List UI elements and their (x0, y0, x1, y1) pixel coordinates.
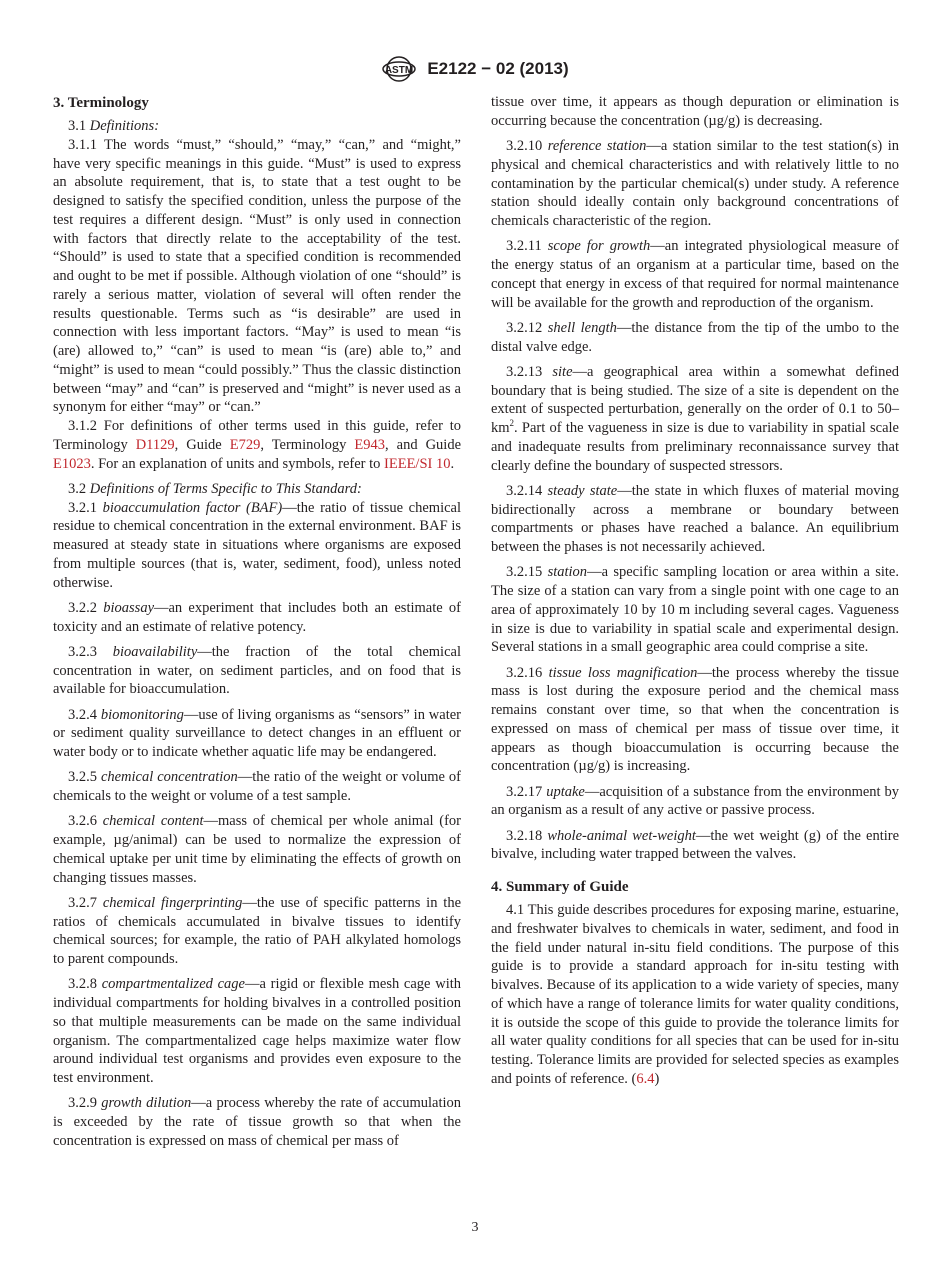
text-run: 3.2.1 (68, 499, 103, 516)
text-run: —the process whereby the tissue mass is lost during the exposure period and the chemical mass remains constant over time, so that when the concentration is expressed on mass of chemical per mass of tissue over time, it appears as though bioaccumulation is occurring because the concentration (µg/g) is increasing. (491, 664, 899, 775)
paragraph (491, 482, 899, 557)
defined-term: shell length (547, 319, 617, 336)
text-run: 3.2.6 (68, 813, 103, 830)
text-run: , and Guide (385, 436, 462, 453)
astm-logo-icon (381, 54, 417, 84)
section-heading: 3. Terminology (53, 95, 149, 111)
document-designation: E2122 − 02 (2013) (427, 59, 569, 78)
defined-term: chemical content (102, 813, 204, 830)
text-run: —a specific sampling location or area within a site. The size of a station can vary from a single point with one cage to an area of approximately 10 by 10 m including several cages. Vagueness in size is due to variability in spatial scale and experimental design. Several stations in a small geographic area could comprise a site. (491, 564, 899, 656)
text-run: —a rigid or flexible mesh cage with individual compartments for holding bivalves in a controlled position so that multiple measurements can be made on the same individual organism. The compartmentalized cage helps maximize water flow around individual test organisms and provides even exposure to the test environment. (53, 976, 462, 1086)
paragraph (491, 137, 899, 231)
paragraph (53, 499, 461, 593)
paragraph (53, 894, 461, 969)
text-run: —an integrated physiological measure of the energy status of an organism at a particular time, based on the concept that energy in excess of that required for normal maintenance will be available for the growth and reproduction of the organism. (491, 238, 899, 311)
paragraph (53, 599, 461, 637)
reference-link[interactable]: E729 (229, 436, 261, 453)
defined-term: chemical concentration (100, 769, 238, 786)
text-run: 3.1.2 For definitions of other terms used in this guide, refer to Terminology (53, 418, 461, 453)
defined-term: growth dilution (101, 1095, 192, 1112)
text-run: 3.2 (68, 480, 90, 497)
text-run: —a station similar to the test station(s) in physical and chemical characteristics and with relatively little to no contamination by the particular chemical(s) under study. A reference station should ideally contain only background concentrations of chemicals characteristic of the region. (491, 138, 899, 229)
text-run: —a process whereby the rate of accumulation is exceeded by the rate of tissue growth so that when the concentration is expressed on mass of chemical per mass of (53, 1095, 461, 1149)
defined-term: reference station (547, 138, 647, 154)
defined-term: chemical fingerprinting (102, 894, 243, 911)
text-run: 3.2.17 (506, 783, 547, 800)
text-run: —the use of specific patterns in the ratios of chemicals accumulated in bivalve tissues to identify chemical sources; for example, the ratio of PAH alkylated homologs to parent compounds. (53, 894, 462, 967)
paragraph (53, 706, 461, 762)
text-run: , Terminology (260, 436, 355, 453)
text-run: 2 (509, 418, 515, 429)
reference-link[interactable]: IEEE/SI 10 (384, 455, 451, 472)
text-run: 3.2.12 (506, 319, 548, 336)
paragraph (491, 827, 899, 865)
reference-link[interactable]: E1023 (53, 455, 91, 472)
section-heading: 4. Summary of Guide (491, 879, 629, 895)
defined-term: scope for growth (547, 238, 651, 255)
paragraph (53, 417, 461, 473)
text-run: 3.2.18 (506, 827, 548, 844)
text-run: —the fraction of the total chemical concentration in water, on sediment particles, and on food that is available for bioaccumulation. (53, 643, 461, 698)
paragraph (491, 563, 899, 657)
paragraph (53, 768, 461, 806)
right-column (491, 93, 899, 1089)
text-run: . (450, 455, 455, 472)
paragraph (53, 136, 461, 417)
text-run: , Guide (174, 436, 230, 453)
paragraph (491, 93, 899, 131)
svg-text:ASTM: ASTM (385, 65, 414, 76)
paragraph (491, 783, 899, 821)
text-run: . Part of the vagueness in size is due to variability in spatial scale and inadequate results from preliminary reconnaissance survey that clearly define the boundary of suspected stressors. (491, 420, 899, 474)
paragraph (53, 1094, 461, 1150)
defined-term: compartmentalized cage (101, 976, 245, 993)
text-run: 3.2.5 (68, 769, 101, 786)
defined-term: bioaccumulation factor (BAF) (102, 499, 283, 516)
defined-term: tissue loss magnification (548, 664, 698, 681)
defined-term: station (547, 564, 588, 581)
paragraph (53, 480, 461, 499)
paragraph (491, 664, 899, 777)
text-run: 3.1 (68, 118, 90, 134)
text-run: 3.2.7 (68, 894, 103, 911)
text-run: tissue over time, it appears as though depuration or elimination is occurring because the concentration (µg/g) is decreasing. (491, 94, 899, 129)
text-run: 3.2.9 (68, 1095, 102, 1112)
text-run: 3.2.16 (506, 664, 549, 681)
paragraph (53, 975, 461, 1088)
text-run: 3.2.14 (506, 482, 548, 499)
defined-term: biomonitoring (100, 706, 184, 723)
paragraph (491, 319, 899, 357)
paragraph (53, 117, 461, 136)
paragraph (491, 901, 899, 1089)
reference-link[interactable]: E943 (354, 436, 385, 453)
paragraph (53, 643, 461, 699)
defined-term: steady state (547, 482, 618, 499)
text-run: 3.2.11 (506, 238, 548, 255)
text-run: 3.2.15 (506, 564, 548, 581)
text-run: 4.1 This guide describes procedures for exposing marine, estuarine, and freshwater bivalves to chemicals in water, sediment, and food in the field under natural in-situ field conditions. The purpose of this guide is to provide a standard approach for in-situ testing with bivalves. Because of its application to a wide variety of species, many of which have a range of tolerance limits for water quality conditions, it is outside the scope of this guide to provide the tolerance limits for all water quality conditions for all species that can be used for in-situ testing. Tolerance limits are provided for selected species as examples and points of reference. ( (491, 902, 899, 1087)
defined-term: whole-animal wet-weight (547, 827, 696, 844)
text-run: —acquisition of a substance from the environment by an organism as a result of any active or passive process. (491, 783, 900, 819)
text-run: —a geographical area within a somewhat defined boundary that is being studied. The size of a site is dependent on the extent of suspected perturbation, generally on the order of 0.1 to 50–km (491, 363, 900, 436)
text-run: . For an explanation of units and symbols, refer to (90, 455, 385, 472)
defined-term: Definitions of Terms Specific to This Standard: (89, 480, 362, 497)
text-run: 3.2.10 (506, 138, 548, 154)
defined-term: bioavailability (112, 643, 198, 660)
text-run: 3.2.2 (68, 599, 104, 616)
defined-term: site (552, 363, 573, 380)
reference-link[interactable]: D1129 (135, 436, 175, 453)
left-column (53, 93, 461, 1151)
page-header (0, 54, 950, 84)
text-run: —the distance from the tip of the umbo to the distal valve edge. (491, 319, 900, 355)
text-run: —the ratio of tissue chemical residue to chemical concentration in the external environment. BAF is measured at steady state in situations where organisms are exposed from multiple sources (that is, water, sediment, food), unless noted otherwise. (53, 499, 461, 591)
text-run: —an experiment that includes both an estimate of toxicity and an estimate of relative potency. (53, 599, 461, 635)
paragraph (53, 812, 461, 887)
text-run: —mass of chemical per whole animal (for example, µg/animal) can be used to normalize the expression of chemical uptake per unit time by eliminating the effects of growth on changing tissues masses. (53, 813, 462, 886)
defined-term: bioassay (103, 599, 154, 616)
text-run: 3.2.4 (68, 706, 101, 723)
text-run: —the ratio of the weight or volume of chemicals to the weight or volume of a test sample. (53, 769, 461, 804)
text-run: 3.2.8 (68, 976, 102, 993)
text-run: —use of living organisms as “sensors” in water or sediment quality surveillance to detect changes in an effluent or water body or to indicate whether aquatic life may be endangered. (53, 706, 462, 760)
paragraph (491, 237, 899, 312)
text-run: 3.2.13 (506, 363, 553, 380)
text-run: 3.1.1 The words “must,” “should,” “may,” “can,” and “might,” have very specific meanings in this guide. “Must” is used to express an absolute requirement, that is, to state that a test ought to be designed to satisfy the specified condition, unless the purpose of the test requires a different design. “Must” is only used in connection with factors that directly relate to the acceptability of the test. “Should” is used to state that a specified condition is recommended and ought to be met if possible. Although violation of one “should” is rarely a serious matter, violation of several will often render the results questionable. Terms such as “is desirable” are used in connection with less important factors. “May” is used to mean “is (are) allowed to,” “can” is used to mean “is (are) able to,” and “might” is used to mean “could possibly.” Thus the classic distinction between “may” and “can” is preserved and “might” is never used as a synonym for either “may” or “can.” (53, 136, 461, 416)
text-run: —the wet weight (g) of the entire bivalve, including water trapped between the valves. (491, 827, 900, 863)
paragraph (491, 363, 899, 476)
reference-link[interactable]: 6.4 (636, 1070, 655, 1087)
page-number: 3 (471, 1220, 479, 1235)
defined-term: Definitions: (89, 118, 160, 134)
text-run: 3.2.3 (68, 643, 113, 660)
text-run: ) (654, 1070, 660, 1087)
defined-term: uptake (546, 783, 585, 800)
text-run: —the state in which fluxes of material moving bidirectionally across a membrane or boundary between compartments or phases have reached a balance. An equilibrium between the phases is not necessarily achieved. (491, 482, 900, 555)
